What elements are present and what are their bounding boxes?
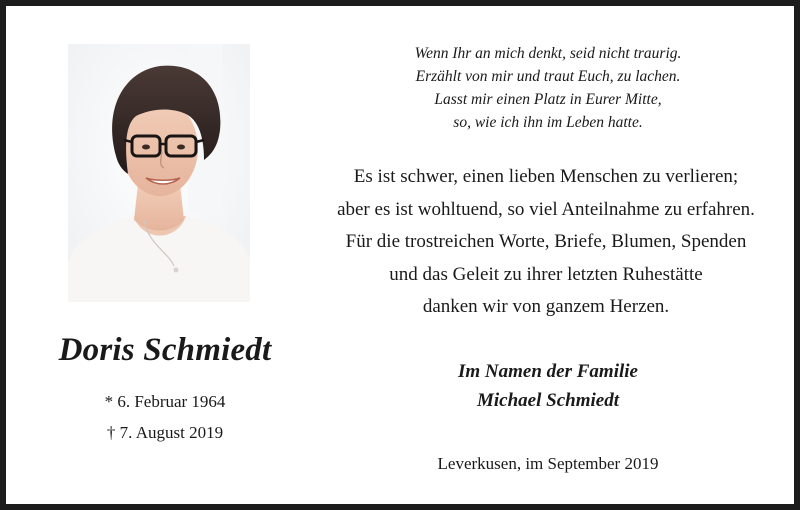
message-line: Für die trostreichen Worte, Briefe, Blumen, Spenden <box>345 231 747 252</box>
portrait-photo <box>68 44 250 302</box>
life-dates <box>6 386 324 448</box>
poem-line: Erzählt von mir und traut Euch, zu lachen. <box>415 68 681 85</box>
poem-line: Wenn Ihr an mich denkt, seid nicht traurig. <box>414 45 682 62</box>
signature-line: Im Namen der Familie <box>458 361 638 382</box>
family-signature <box>324 357 772 415</box>
poem-line: Lasst mir einen Platz in Eurer Mitte, <box>434 91 662 108</box>
poem-line: so, wie ich ihn im Leben hatte. <box>453 114 643 131</box>
poem <box>324 42 772 134</box>
death-date: † 7. August 2019 <box>106 423 224 442</box>
place-and-date: Leverkusen, im September 2019 <box>437 454 659 473</box>
message-line: danken wir von ganzem Herzen. <box>422 296 670 317</box>
portrait-illustration <box>68 44 250 302</box>
message-line: Es ist schwer, einen lieben Menschen zu verlieren; <box>353 166 739 187</box>
thank-you-message <box>306 161 786 324</box>
deceased-name: Doris Schmiedt <box>58 332 272 368</box>
message-line: und das Geleit zu ihrer letzten Ruhestätte <box>389 263 703 285</box>
message-line: aber es ist wohltuend, so viel Anteilnahme zu erfahren. <box>337 198 755 220</box>
signature-line: Michael Schmiedt <box>477 390 619 411</box>
birth-date: * 6. Februar 1964 <box>104 392 226 411</box>
